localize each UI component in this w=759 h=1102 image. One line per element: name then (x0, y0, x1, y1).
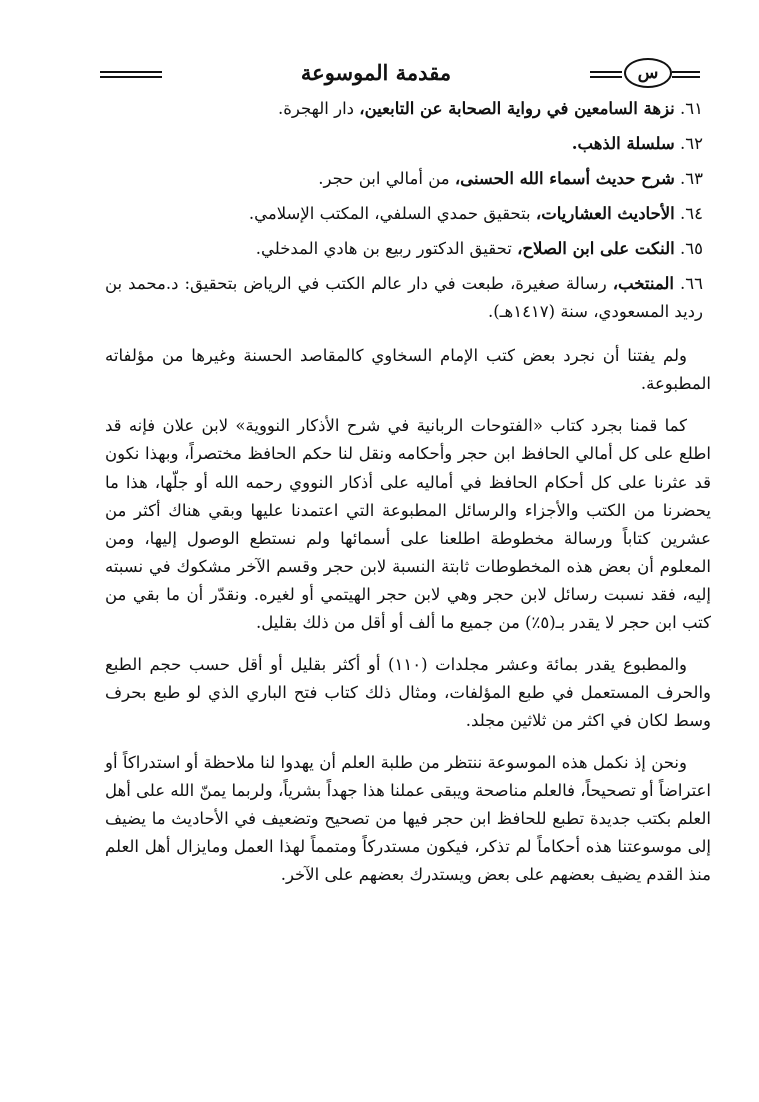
item-number: ٦١. (680, 99, 703, 118)
bibliography-item (105, 200, 711, 228)
item-title: الأحاديث العشاريات، (535, 204, 675, 224)
body-paragraph: والمطبوع يقدر بمائة وعشر مجلدات (١١٠) أو أكثر بقليل أو أقل حسب حجم الطبع والحرف المستعمل في طبع المؤلفات، ومثال ذلك كتاب فتح الباري الذي لو طبع بحرف وسط لكان في اكثر من ثلاثين مجلد. (105, 654, 711, 730)
body-paragraph: ونحن إذ نكمل هذه الموسوعة ننتظر من طلبة العلم أن يهدوا لنا ملاحظة أو استدراكاً أو اعتراضاً أو تصحيحاً، فالعلم مناصحة ويبقى عملنا هذا جهداً بشرياً، ولربما يمنّ الله على أهل العلم بكتب جديدة تطبع للحافظ ابن حجر فيها من تصحيح وتضعيف في الأحاديث ما يضيف إلى موسوعتنا هذه أحكاماً لم تذكر، فيكون مستدركاً ومتمماً لهذا العمل ومايزال أهل العلم منذ القدم يضيف بعضهم على بعض ويستدرك بعضهم على الآخر. (105, 752, 711, 885)
bibliography-item (105, 235, 711, 263)
item-title: النكت على ابن الصلاح، (517, 239, 675, 259)
item-title: سلسلة الذهب. (571, 134, 675, 154)
header-rule (672, 71, 700, 73)
header-rule (672, 76, 700, 78)
item-details: دار الهجرة. (278, 99, 355, 118)
header-rule (100, 76, 162, 78)
body-paragraph: كما قمنا بجرد كتاب «الفتوحات الربانية في شرح الأذكار النووية» لابن علان فإنه قد اطلع على كل أمالي الحافظ ابن حجر وأحكامه ونقل لنا حكم الحافظ مختصراً، وبهذا نكون قد عثرنا على كل أحكام الحافظ في أماليه على أذكار النووي رحمه الله أو جلّها، هذا ما يحضرنا من الكتب والأجزاء والرسائل المطبوعة التي اعتمدنا عليها وبقي هناك أكثر من عشرين كتاباً ورسالة مخطوطة اطلعنا على أسمائها ولم نستطع الوصول إليها، ومن المعلوم أن بعض هذه المخطوطات ثابتة النسبة لابن حجر وقسم الآخر مشكوك في نسبته إليه، فقد نسبت رسائل لابن حجر وهي لابن حجر الهيتمي أو لغيره. ونقدّر أن ما بقي من كتب ابن حجر لا يقدر بـ(٥٪) من جميع ما ألف أو أقل من ذلك بقليل. (105, 416, 711, 632)
item-title: شرح حديث أسماء الله الحسنى، (454, 169, 675, 189)
item-details: رسالة صغيرة، طبعت في دار عالم الكتب في الرياض بتحقيق: د.محمد بن رديد المسعودي، سنة (١٤١٧هـ). (105, 274, 703, 322)
item-number: ٦٢. (680, 134, 703, 154)
running-title: مقدمة الموسوعة (300, 60, 452, 85)
bibliography-item (105, 130, 711, 158)
item-number: ٦٣. (680, 169, 703, 189)
header-rule (590, 71, 622, 73)
item-number: ٦٦. (680, 274, 703, 294)
body-paragraph: ولم يفتنا أن نجرد بعض كتب الإمام السخاوي كالمقاصد الحسنة وغيرها من مؤلفاته المطبوعة. (105, 346, 711, 394)
item-title: نزهة السامعين في رواية الصحابة عن التابعين، (359, 99, 675, 118)
header-rule (590, 76, 622, 78)
item-number: ٦٥. (680, 239, 703, 259)
item-number: ٦٤. (680, 204, 703, 224)
header-rule (100, 71, 162, 73)
item-title: المنتخب، (612, 274, 674, 294)
bibliography-item (105, 270, 711, 326)
item-details: من أمالي ابن حجر. (318, 169, 450, 189)
item-details: بتحقيق حمدي السلفي، المكتب الإسلامي. (248, 204, 531, 224)
running-header (100, 56, 700, 90)
bibliography-item (105, 165, 711, 193)
page-body (105, 95, 711, 889)
bibliography-list (105, 95, 711, 326)
page-number: س (624, 58, 672, 88)
item-details: تحقيق الدكتور ربيع بن هادي المدخلي. (255, 239, 512, 259)
bibliography-item (105, 95, 711, 123)
